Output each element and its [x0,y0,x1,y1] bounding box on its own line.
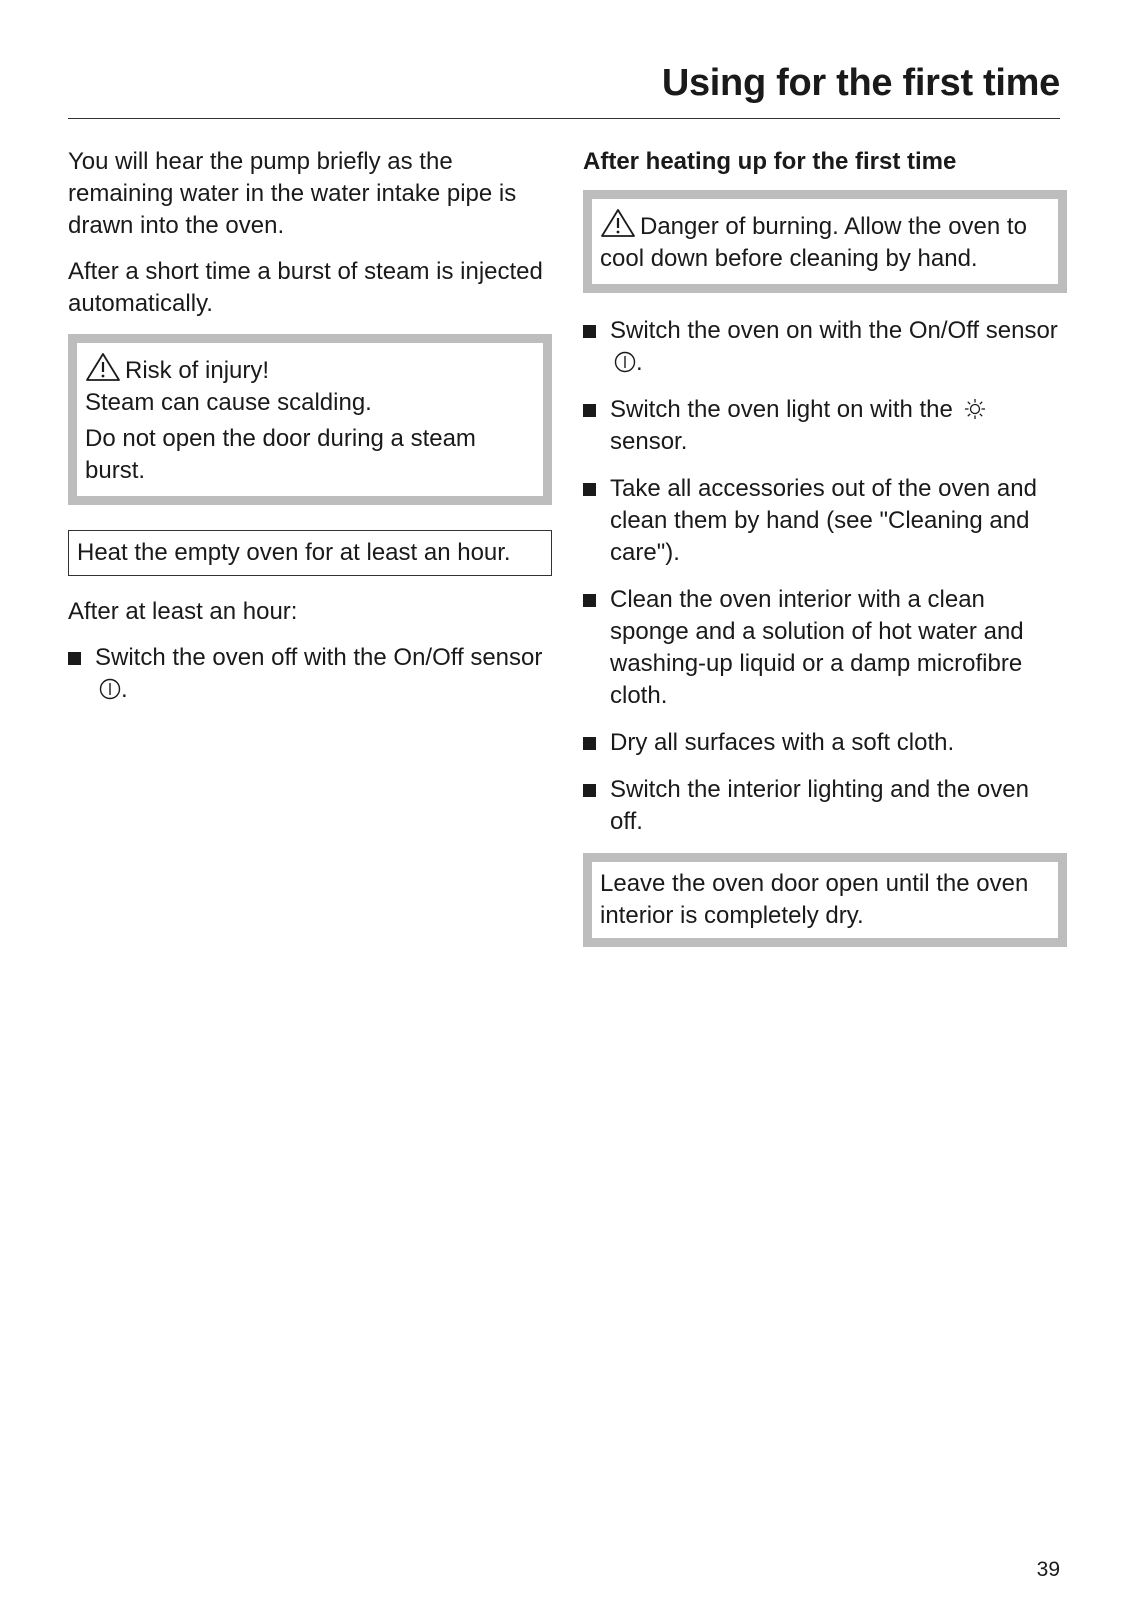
bullet-square-icon [583,737,596,750]
page-number: 39 [1036,1558,1060,1581]
after-hour-label: After at least an hour: [68,598,298,625]
step-text: Switch the oven off with the On/Off sensor [95,644,543,671]
light-icon [964,398,986,420]
bullet-square-icon [583,594,596,607]
left-step-list [68,642,552,706]
door-open-note-box [583,853,1067,947]
burning-warning-box [583,190,1067,293]
step-end: sensor. [610,428,688,455]
step-text: Switch the oven on with the On/Off sensor [610,317,1058,344]
left-column [68,146,552,721]
step-text: Clean the oven interior with a clean sponge and a solution of hot water and washing-up liquid or a damp microfibre cloth. [610,586,1024,709]
door-open-note: Leave the oven door open until the oven interior is completely dry. [600,870,1029,929]
header-divider [68,118,1060,119]
warning-triangle-icon [600,208,636,238]
bullet-square-icon [583,404,596,417]
injury-warning-title: Risk of injury! [125,357,270,384]
power-icon [614,351,636,373]
list-item [68,642,552,706]
bullet-square-icon [68,652,81,665]
heat-empty-note: Heat the empty oven for at least an hour. [77,539,511,566]
step-text: Switch the interior lighting and the oven off. [610,776,1029,835]
burning-warning [600,208,1050,275]
step-text: Dry all surfaces with a soft cloth. [610,729,955,756]
list-item [583,774,1067,838]
page-title: Using for the first time [661,62,1060,104]
power-icon [99,678,121,700]
injury-warning-box [68,334,552,505]
injury-warning-line2: Do not open the door during a steam burst. [85,425,476,484]
injury-warning-title-line [85,352,535,387]
list-item [583,394,1067,458]
bullet-square-icon [583,483,596,496]
bullet-square-icon [583,784,596,797]
bullet-square-icon [583,325,596,338]
warning-triangle-icon [85,352,121,382]
list-item [583,315,1067,379]
burning-warning-text: Danger of burning. Allow the oven to cool down before cleaning by hand. [600,213,1027,272]
step-text: Switch the oven light on with the [610,396,953,423]
heat-empty-note-box [68,530,552,576]
section-heading: After heating up for the first time [583,148,957,175]
list-item [583,727,1067,759]
step-end: . [121,676,128,703]
injury-warning-line1: Steam can cause scalding. [85,389,372,416]
list-item [583,473,1067,569]
intro-paragraph: You will hear the pump briefly as the remaining water in the water intake pipe is drawn into the oven. [68,148,517,239]
step-end: . [636,349,643,376]
list-item [583,584,1067,712]
right-column [583,146,1067,947]
step-text: Take all accessories out of the oven and clean them by hand (see "Cleaning and care"). [610,475,1037,566]
steam-paragraph: After a short time a burst of steam is injected automatically. [68,258,543,317]
right-step-list [583,315,1067,838]
